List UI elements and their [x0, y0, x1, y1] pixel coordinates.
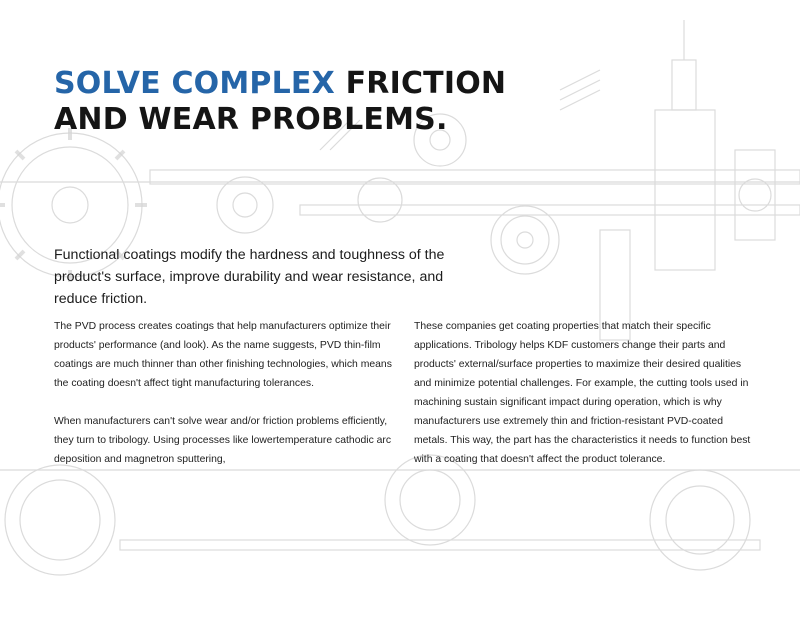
page-headline: [54, 66, 506, 138]
headline-line1-rest: FRICTION: [334, 66, 507, 101]
headline-accent: SOLVE COMPLEX: [54, 66, 335, 101]
left-paragraph-2: When manufacturers can't solve wear and/or friction problems efficiently, they turn to tribology. Using processes like lowertemperature cathodic arc deposition and magnetron sputtering,: [54, 416, 392, 465]
lead-paragraph: Functional coatings modify the hardness and toughness of the product's surface, improve durability and wear resistance, and reduce friction.: [54, 247, 445, 307]
left-paragraph-1: The PVD process creates coatings that help manufacturers optimize their products' performance (and look). As the name suggests, PVD thin-film coatings are much thinner than other finishing technologies, which means the coating doesn't affect tight manufacturing tolerances.: [54, 321, 392, 389]
right-column: [414, 317, 754, 488]
right-paragraph-1: These companies get coating properties that match their specific applications. Tribology helps KDF customers change their parts and products' external/surface properties to maximize their desired qualities and minimize potential challenges. For example, the cutting tools used in machining sustain significant impact during operation, which is why manufacturers use extremely thin and friction-resistant PVD-coated metals. This way, the part has the characteristics it needs to function best with a coating that doesn't affect the product tolerance.: [414, 321, 751, 465]
left-column: [54, 317, 394, 488]
headline-line2: AND WEAR PROBLEMS.: [54, 102, 448, 137]
